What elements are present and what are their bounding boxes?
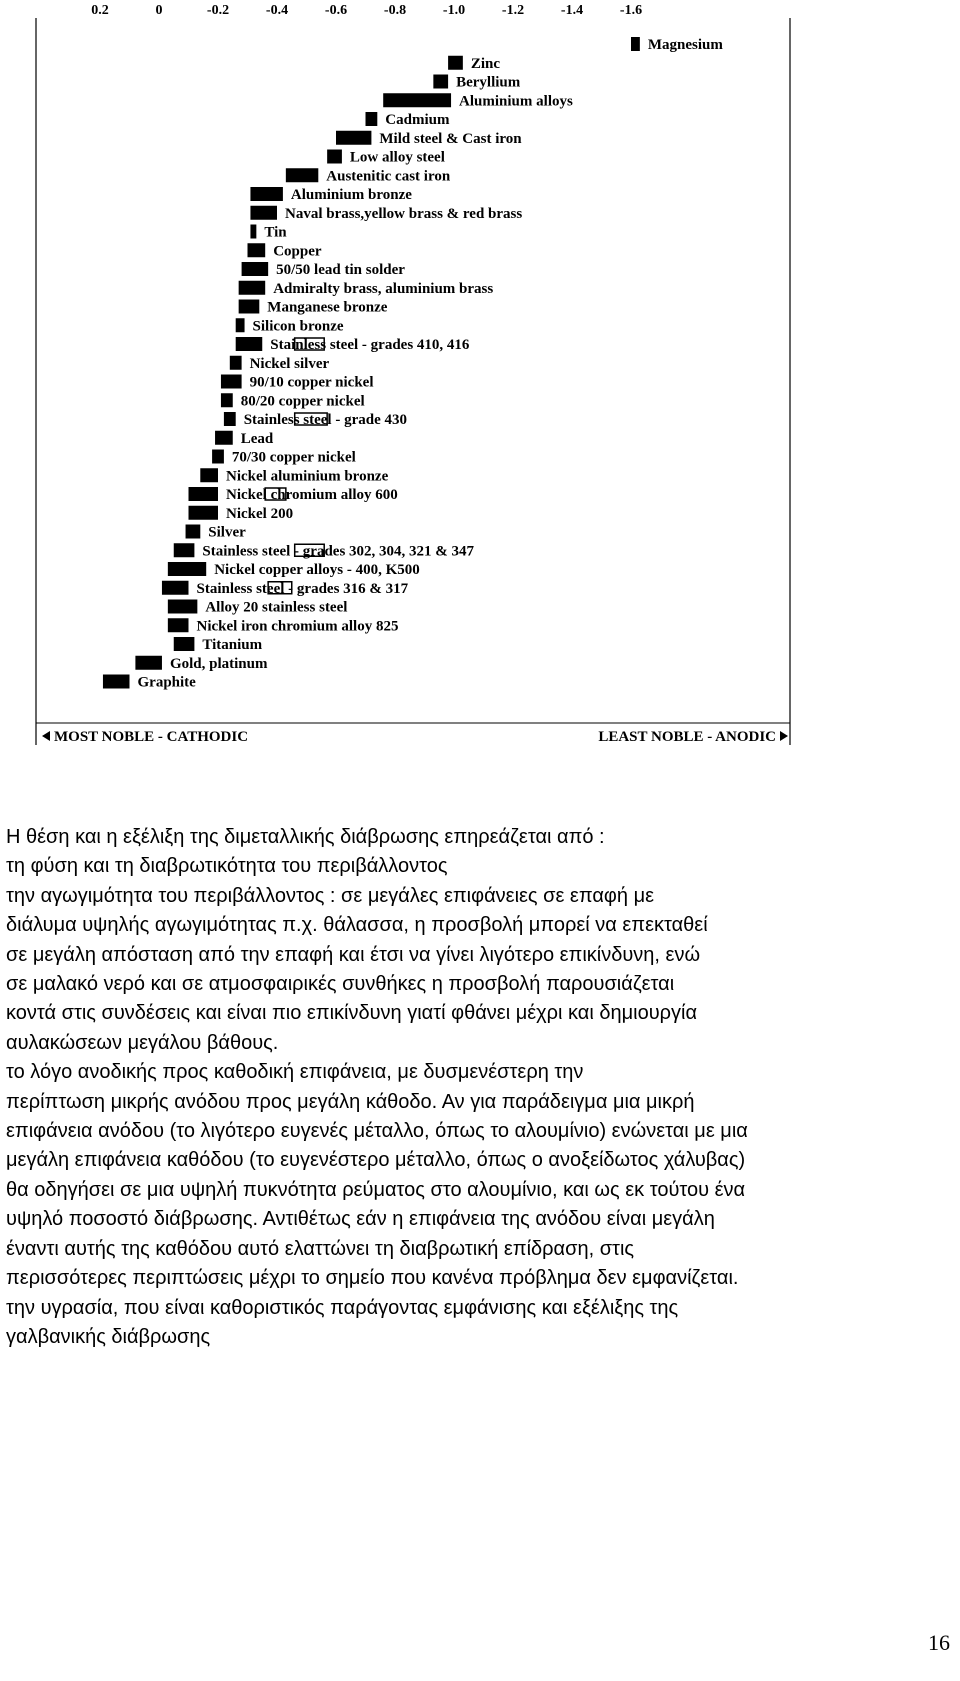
footer-anodic: LEAST NOBLE - ANODIC bbox=[598, 729, 776, 745]
material-label: Nickel iron chromium alloy 825 bbox=[196, 618, 399, 635]
material-label: Tin bbox=[264, 224, 287, 241]
material-bar bbox=[230, 356, 242, 370]
material-bar bbox=[236, 337, 263, 351]
material-bar bbox=[189, 506, 219, 520]
material-label: Titanium bbox=[202, 637, 263, 653]
axis-tick-label: -0.2 bbox=[206, 3, 230, 18]
paragraph-line: περίπτωση μικρής ανόδου προς μεγάλη κάθοδο. Αν για παράδειγμα μια μικρή bbox=[6, 1090, 695, 1113]
paragraph-line: Η θέση και η εξέλιξη της διμεταλλικής διάβρωσης επηρεάζεται από : bbox=[6, 826, 605, 848]
material-bar bbox=[162, 581, 189, 595]
paragraph-line: γαλβανικής διάβρωσης bbox=[6, 1325, 211, 1348]
material-label: Magnesium bbox=[647, 37, 723, 53]
axis-tick-label: -1.2 bbox=[501, 3, 525, 18]
material-bar bbox=[448, 56, 463, 70]
paragraph-line: το λόγο ανοδικής προς καθοδική επιφάνεια, με δυσμενέστερη την bbox=[6, 1061, 584, 1084]
axis-tick-label: -1.6 bbox=[619, 3, 643, 18]
material-label: Gold, platinum bbox=[169, 655, 268, 672]
material-label: Cadmium bbox=[385, 112, 450, 128]
paragraph-line: επιφάνεια ανόδου (το λιγότερο ευγενές μέταλλο, όπως το αλουμίνιο) ενώνεται με μια bbox=[6, 1120, 748, 1143]
axis-tick-label: -0.6 bbox=[324, 3, 348, 18]
material-label: Nickel chromium alloy 600 bbox=[226, 487, 398, 503]
material-label: Low alloy steel bbox=[349, 149, 445, 166]
material-label: Nickel copper alloys - 400, K500 bbox=[214, 562, 420, 578]
paragraph-line: μεγάλη επιφάνεια καθόδου (το ευγενέστερο μέταλλο, όπως ο ανοξείδωτος χάλυβας) bbox=[6, 1149, 746, 1172]
material-label: Graphite bbox=[137, 674, 196, 691]
material-label: Lead bbox=[240, 430, 274, 447]
footer-cathodic: MOST NOBLE - CATHODIC bbox=[54, 729, 249, 745]
material-label: Alloy 20 stainless steel bbox=[205, 599, 348, 616]
material-bar bbox=[242, 262, 269, 276]
material-bar bbox=[327, 150, 342, 164]
material-label: Silicon bronze bbox=[252, 318, 344, 335]
material-bar bbox=[433, 75, 448, 89]
material-label: Zinc bbox=[470, 55, 501, 72]
material-label: Admiralty brass, aluminium brass bbox=[273, 280, 494, 297]
material-bar bbox=[168, 562, 206, 576]
axis-tick-label: -0.8 bbox=[383, 3, 407, 18]
arrow-right-icon bbox=[780, 731, 788, 741]
material-label: Manganese bronze bbox=[267, 299, 388, 316]
material-label: 70/30 copper nickel bbox=[231, 449, 356, 466]
paragraph-line: την αγωγιμότητα του περιβάλλοντος : σε μεγάλες επιφάνειες σε επαφή με bbox=[6, 884, 655, 907]
chart-svg bbox=[0, 0, 800, 760]
material-bar bbox=[200, 468, 218, 482]
axis-tick-label: 0 bbox=[155, 3, 163, 18]
material-bar bbox=[250, 187, 282, 201]
paragraph-line: σε μαλακό νερό και σε ατμοσφαιρικές συνθήκες η προσβολή παρουσιάζεται bbox=[6, 973, 675, 996]
material-bar bbox=[248, 243, 266, 257]
body-text bbox=[6, 823, 946, 1352]
material-label: Nickel aluminium bronze bbox=[226, 468, 389, 485]
material-label: Aluminium alloys bbox=[459, 93, 573, 110]
material-bar bbox=[221, 375, 242, 389]
material-label: Nickel 200 bbox=[226, 505, 294, 522]
material-label: Stainless steel - grades 316 & 317 bbox=[196, 580, 409, 597]
material-bar bbox=[250, 225, 256, 239]
material-label: Mild steel & Cast iron bbox=[379, 130, 522, 147]
material-bar bbox=[224, 412, 236, 426]
material-label: Aluminium bronze bbox=[290, 187, 412, 203]
material-label: Silver bbox=[208, 524, 246, 541]
material-bar bbox=[186, 525, 201, 539]
material-bar bbox=[174, 543, 195, 557]
material-bar bbox=[366, 112, 378, 126]
material-label: Naval brass,yellow brass & red brass bbox=[285, 205, 523, 222]
axis-tick-label: 0.2 bbox=[91, 3, 109, 18]
axis-tick-label: -1.4 bbox=[560, 3, 584, 18]
material-bar bbox=[168, 600, 198, 614]
material-bar bbox=[236, 318, 245, 332]
paragraph-line: διάλυμα υψηλής αγωγιμότητας π.χ. θάλασσα, η προσβολή μπορεί να επεκταθεί bbox=[6, 914, 708, 937]
material-bar bbox=[135, 656, 162, 670]
material-label: Austenitic cast iron bbox=[326, 168, 451, 185]
material-label: Stainless steel - grades 302, 304, 321 & 347 bbox=[202, 543, 475, 560]
material-bar bbox=[239, 281, 266, 295]
material-label: Copper bbox=[273, 243, 322, 260]
axis-tick-label: -1.0 bbox=[442, 3, 466, 18]
paragraph-line: κοντά στις συνδέσεις και είναι πιο επικίνδυνη γιατί φθάνει μέχρι και δημιουργία bbox=[6, 1002, 698, 1025]
material-label: Stainless steel - grades 410, 416 bbox=[270, 337, 470, 353]
paragraph-line: τη φύση και τη διαβρωτικότητα του περιβάλλοντος bbox=[6, 855, 448, 878]
paragraph-line: σε μεγάλη απόσταση από την επαφή και έτσι να γίνει λιγότερο επικίνδυνη, ενώ bbox=[6, 943, 701, 966]
paragraph-line: έναντι αυτής της καθόδου αυτό ελαττώνει τη διαβρωτική επίδραση, στις bbox=[6, 1237, 635, 1260]
galvanic-series-chart bbox=[0, 0, 800, 760]
page-number: 16 bbox=[928, 1630, 950, 1655]
arrow-left-icon bbox=[42, 731, 50, 741]
paragraph-line: υψηλό ποσοστό διάβρωσης. Αντιθέτως εάν η επιφάνεια της ανόδου είναι μεγάλη bbox=[6, 1208, 715, 1231]
material-bar bbox=[631, 37, 640, 51]
paragraph-line: θα οδηγήσει σε μια υψηλή πυκνότητα ρεύματος στο αλουμίνιο, και ως εκ τούτου ένα bbox=[6, 1178, 746, 1201]
material-label: Beryllium bbox=[456, 74, 521, 91]
material-label: 90/10 copper nickel bbox=[249, 374, 374, 391]
axis-tick-label: -0.4 bbox=[265, 3, 289, 18]
paragraph-line: περισσότερες περιπτώσεις μέχρι το σημείο που κανένα πρόβλημα δεν εμφανίζεται. bbox=[6, 1267, 739, 1290]
material-bar bbox=[383, 93, 451, 107]
material-label: 80/20 copper nickel bbox=[240, 393, 365, 410]
material-bar bbox=[250, 206, 277, 220]
material-bar bbox=[103, 675, 130, 689]
material-bar bbox=[168, 618, 189, 632]
paragraph-line: αυλακώσεων μεγάλου βάθους. bbox=[6, 1031, 279, 1054]
paragraph-line: την υγρασία, που είναι καθοριστικός παράγοντας εμφάνισης και εξέλιξης της bbox=[6, 1296, 679, 1319]
material-label: 50/50 lead tin solder bbox=[276, 262, 405, 278]
material-bar bbox=[212, 450, 224, 464]
material-bar bbox=[239, 300, 260, 314]
material-bar bbox=[286, 168, 318, 182]
material-label: Nickel silver bbox=[249, 355, 330, 372]
material-bar bbox=[189, 487, 219, 501]
material-bar bbox=[336, 131, 371, 145]
material-label: Stainless steel - grade 430 bbox=[243, 412, 408, 428]
material-bar bbox=[174, 637, 195, 651]
material-bar bbox=[221, 393, 233, 407]
material-bar bbox=[215, 431, 233, 445]
